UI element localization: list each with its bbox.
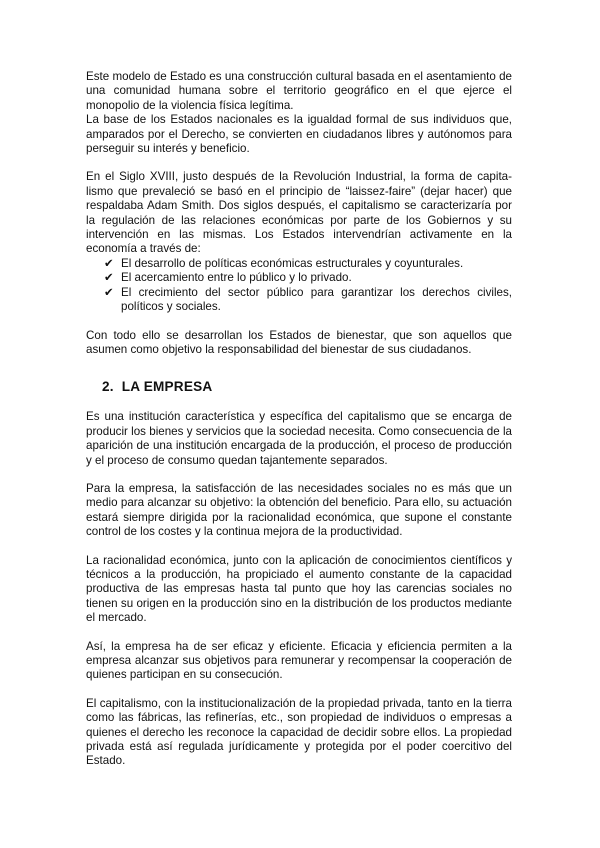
list-item bbox=[104, 286, 512, 315]
paragraph-gap bbox=[86, 315, 512, 329]
check-icon: ✔ bbox=[104, 285, 114, 299]
paragraph-estado-modelo: Este modelo de Estado es una construcción cultural basada en el asentamiento de una comunidad humana sobre el territorio geográfico en el que ejerce el monopolio de la violencia física legítima. bbox=[86, 70, 512, 112]
paragraph-gap bbox=[86, 540, 512, 554]
paragraph-propiedad-privada: El capitalismo, con la institucionalización de la propiedad privada, tanto en la tierra como las fábricas, las refinerías, etc., son propiedad de individuos o empresas a quienes el derecho les reconoce la capacidad de decidir sobre ellos. La propiedad privada está así regulada jurídicamente y protegida por el poder coercitivo del Estado. bbox=[86, 696, 512, 768]
section-number: 2. bbox=[102, 379, 114, 395]
paragraph-racionalidad: La racionalidad económica, junto con la aplicación de conocimientos científicos y técnicos a la producción, ha propiciado el aumento constante de la capacidad productiva de las empresas hasta tal punto que hoy las carencias sociales no tienen su origen en la producción sino en la distribución de los productos mediante el mercado. bbox=[86, 553, 512, 625]
paragraph-gap bbox=[86, 626, 512, 640]
paragraph-empresa-beneficio: Para la empresa, la satisfacción de las necesidades sociales no es más que un medio para alcanzar su objetivo: la obtención del beneficio. Para ello, su actuación estará siempre dirigida por la racionalidad económica, que supone el constante control de los costes y la continua mejora de la productividad. bbox=[86, 481, 512, 539]
list-item bbox=[104, 271, 512, 285]
check-list bbox=[86, 257, 512, 315]
paragraph-empresa-definicion: Es una institución característica y específica del capitalismo que se encarga de producir los bienes y servicios que la sociedad necesita. Como consecuencia de la aparición de una institución encargada de la producción, el proceso de producción y el proceso de consumo quedan tajantemente separados. bbox=[86, 410, 512, 467]
section-title: LA EMPRESA bbox=[121, 379, 213, 395]
list-item-text: El acercamiento entre lo público y lo privado. bbox=[121, 271, 352, 285]
paragraph-siglo-xviii: En el Siglo XVIII, justo después de la Revolución Industrial, la forma de capita-lismo que prevaleció se basó en el principio de “laissez-faire” (dejar hacer) que respaldaba Adam Smith. Dos siglos después, el capitalismo se caracterizaría por la regulación de las relaciones económicas por parte de los Gobiernos y su intervención en las mismas. Los Estados intervendrían activamente en la economía a través de: bbox=[86, 170, 512, 256]
check-icon: ✔ bbox=[104, 256, 114, 270]
paragraph-eficacia: Así, la empresa ha de ser eficaz y eficiente. Eficacia y eficiencia permiten a la empresa alcanzar sus objetivos para remunerar y recompensar la cooperación de quienes participan en su consecución. bbox=[86, 639, 512, 682]
list-item bbox=[104, 257, 512, 271]
list-item-text: El crecimiento del sector público para garantizar los derechos civiles, políticos y sociales. bbox=[121, 285, 512, 314]
paragraph-gap bbox=[86, 468, 512, 482]
paragraph-gap bbox=[86, 683, 512, 697]
paragraph-gap bbox=[86, 156, 512, 170]
list-item-text: El desarrollo de políticas económicas estructurales y coyunturales. bbox=[121, 256, 464, 270]
section-heading bbox=[102, 379, 512, 394]
paragraph-estados-bienestar: Con todo ello se desarrollan los Estados de bienestar, que son aquellos que asumen como objetivo la responsabilidad del bienestar de sus ciudadanos. bbox=[86, 328, 512, 356]
paragraph-estados-nacionales: La base de los Estados nacionales es la igualdad formal de sus individuos que, amparados por el Derecho, se convierten en ciudadanos libres y autónomos para perseguir su interés y beneficio. bbox=[86, 113, 512, 156]
check-icon: ✔ bbox=[104, 271, 114, 285]
